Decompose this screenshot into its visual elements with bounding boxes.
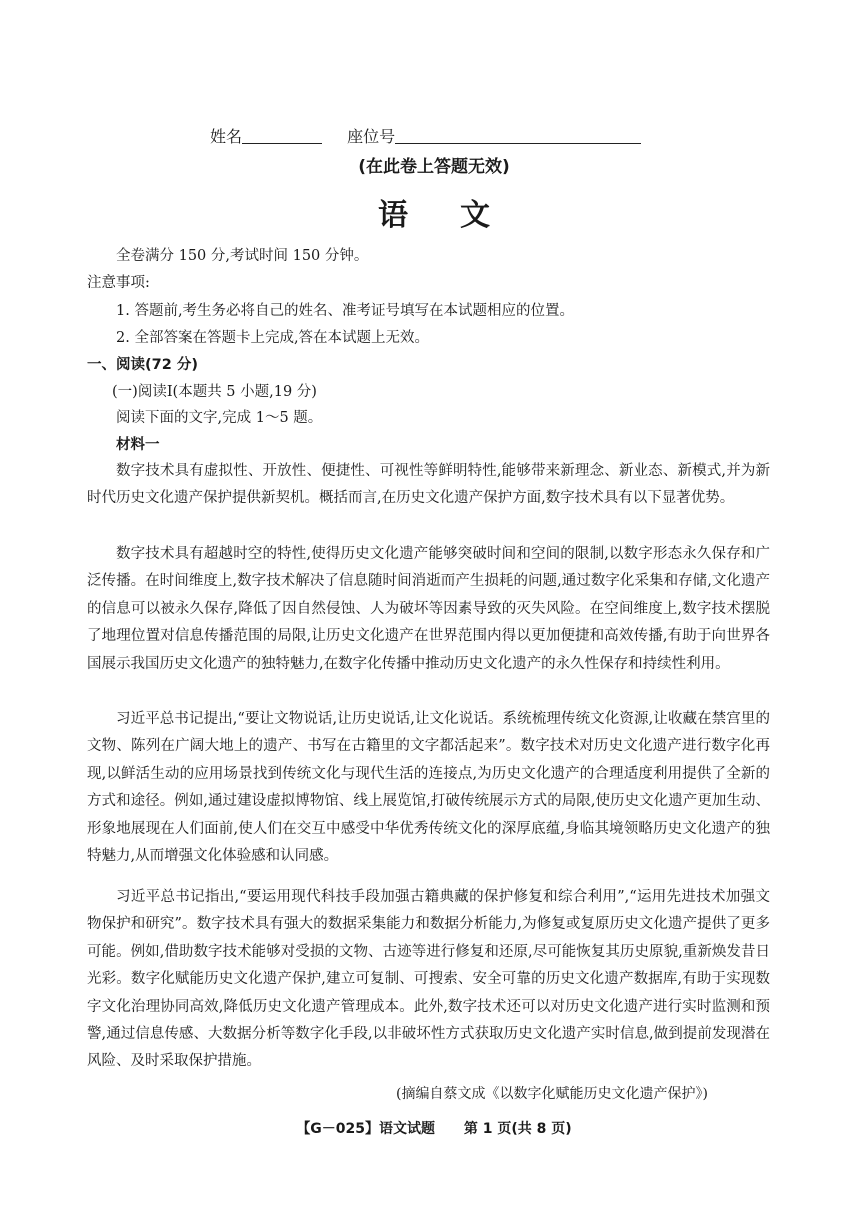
notice-heading: 注意事项: xyxy=(87,275,150,291)
seat-blank xyxy=(395,143,641,144)
name-label: 姓名 xyxy=(210,127,243,146)
page-footer xyxy=(0,1118,868,1138)
exam-code: 【G－025】语文试题 xyxy=(296,1121,436,1137)
page-number: 第 1 页(共 8 页) xyxy=(463,1121,572,1137)
notice-item: 1. 答题前,考生务必将自己的姓名、准考证号填写在本试题相应的位置。 xyxy=(116,303,575,319)
seat-label: 座位号 xyxy=(347,127,396,146)
passage-paragraph: 数字技术具有虚拟性、开放性、便捷性、可视性等鲜明特性,能够带来新理念、新业态、新模式,并为新时代历史文化遗产保护提供新契机。概括而言,在历史文化遗产保护方面,数字技术具有以下显著优势。 xyxy=(87,463,770,507)
invalid-answer-note: (在此卷上答题无效) xyxy=(358,157,510,177)
notice-item: 2. 全部答案在答题卡上完成,答在本试题上无效。 xyxy=(116,330,430,346)
candidate-info-line xyxy=(210,124,641,147)
passage-paragraph: 习近平总书记提出,“要让文物说话,让历史说话,让文化说话。系统梳理传统文化资源,让收藏在禁宫里的文物、陈列在广阔大地上的遗产、书写在古籍里的文字都活起来”。数字技术对历史文化遗产进行数字化再现,以鲜活生动的应用场景找到传统文化与现代生活的连接点,为历史文化遗产的合理适度利用提供了全新的方式和途径。例如,通过建设虚拟博物馆、线上展览馆,打破传统展示方式的局限,使历史文化遗产更加生动、形象地展现在人们面前,使人们在交互中感受中华优秀传统文化的深厚底蕴,身临其境领略历史文化遗产的独特魅力,从而增强文化体验感和认同感。 xyxy=(87,711,770,865)
material-label: 材料一 xyxy=(116,437,160,453)
name-blank xyxy=(242,143,322,144)
reading-direction: 阅读下面的文字,完成 1～5 题。 xyxy=(116,410,323,426)
score-time-note: 全卷满分 150 分,考试时间 150 分钟。 xyxy=(116,248,369,264)
passage-paragraph: 习近平总书记指出,“要运用现代科技手段加强古籍典藏的保护修复和综合利用”,“运用先进技术加强文物保护和研究”。数字技术具有强大的数据采集能力和数据分析能力,为修复或复原历史文化遗产提供了更多可能。例如,借助数字技术能够对受损的文物、古迹等进行修复和还原,尽可能恢复其历史原貌,重新焕发昔日光彩。数字化赋能历史文化遗产保护,建立可复制、可搜索、安全可靠的历史文化遗产数据库,有助于实现数字文化治理协同高效,降低历史文化遗产管理成本。此外,数字技术还可以对历史文化遗产进行实时监测和预警,通过信息传感、大数据分析等数字化手段,以非破坏性方式获取历史文化遗产实时信息,做到提前发现潜在风险、及时采取保护措施。 xyxy=(87,889,770,1070)
passage-paragraph: 数字技术具有超越时空的特性,使得历史文化遗产能够突破时间和空间的限制,以数字形态永久保存和广泛传播。在时间维度上,数字技术解决了信息随时间消逝而产生损耗的问题,通过数字化采集和存储,文化遗产的信息可以被永久保存,降低了因自然侵蚀、人为破坏等因素导致的灭失风险。在空间维度上,数字技术摆脱了地理位置对信息传播范围的局限,让历史文化遗产在世界范围内得以更加便捷和高效传播,有助于向世界各国展示我国历史文化遗产的独特魅力,在数字化传播中推动历史文化遗产的永久性保存和持续性利用。 xyxy=(87,546,770,672)
passage-source: (摘编自蔡文成《以数字化赋能历史文化遗产保护》) xyxy=(396,1086,708,1102)
subject-title: 语文 xyxy=(378,198,542,233)
subsection-title: (一)阅读Ⅰ(本题共 5 小题,19 分) xyxy=(112,384,317,400)
section-title: 一、阅读(72 分) xyxy=(87,357,198,373)
